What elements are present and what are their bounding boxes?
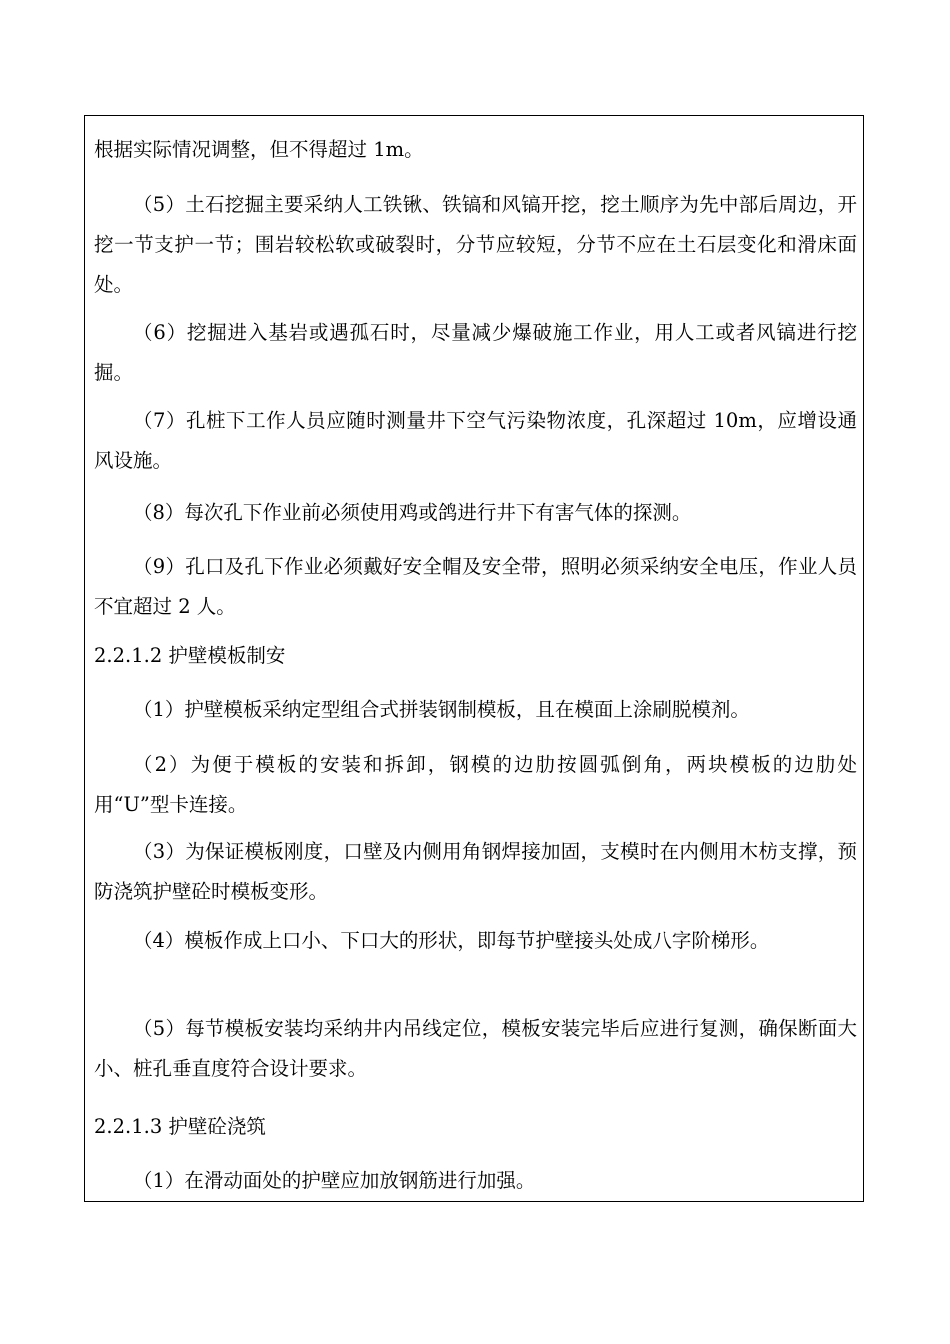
paragraph-formwork-4: （4）模板作成上口小、下口大的形状，即每节护壁接头处成八字阶梯形。	[133, 929, 770, 952]
paragraph-formwork-1: （1）护壁模板采纳定型组合式拼装钢制模板，且在模面上涂刷脱模剂。	[133, 698, 750, 721]
paragraph-item-9-safety: （9）孔口及孔下作业必须戴好安全帽及安全带，照明必须采纳安全电压，作业人员不宜超过 2 人。	[94, 555, 857, 618]
section-heading-2-2-1-3: 2.2.1.3 护壁砼浇筑	[94, 1115, 266, 1138]
paragraph-formwork-2: （2）为便于模板的安装和拆卸，钢模的边肋按圆弧倒角，两块模板的边肋处用“U”型卡连接。	[94, 753, 857, 816]
paragraph-concrete-1: （1）在滑动面处的护壁应加放钢筋进行加强。	[133, 1169, 536, 1192]
paragraph-item-5-excavation: （5）土石挖掘主要采纳人工铁锹、铁镐和风镐开挖，挖土顺序为先中部后周边，开挖一节支护一节；围岩较松软或破裂时，分节应较短，分节不应在土石层变化和滑床面处。	[94, 193, 857, 296]
section-heading-2-2-1-2: 2.2.1.2 护壁模板制安	[94, 644, 286, 667]
paragraph-item-6-bedrock: （6）挖掘进入基岩或遇孤石时，尽量减少爆破施工作业，用人工或者风镐进行挖掘。	[94, 321, 857, 384]
paragraph-item-7-air-monitoring: （7）孔桩下工作人员应随时测量井下空气污染物浓度，孔深超过 10m，应增设通风设施。	[94, 409, 857, 472]
paragraph-formwork-3: （3）为保证模板刚度，口壁及内侧用角钢焊接加固，支模时在内侧用木枋支撑，预防浇筑护壁砼时模板变形。	[94, 840, 857, 903]
paragraph-continuation: 根据实际情况调整，但不得超过 1m。	[94, 138, 424, 161]
paragraph-formwork-5: （5）每节模板安装均采纳井内吊线定位，模板安装完毕后应进行复测，确保断面大小、桩孔垂直度符合设计要求。	[94, 1017, 857, 1080]
paragraph-item-8-gas-detection: （8）每次孔下作业前必须使用鸡或鸽进行井下有害气体的探测。	[133, 501, 692, 524]
